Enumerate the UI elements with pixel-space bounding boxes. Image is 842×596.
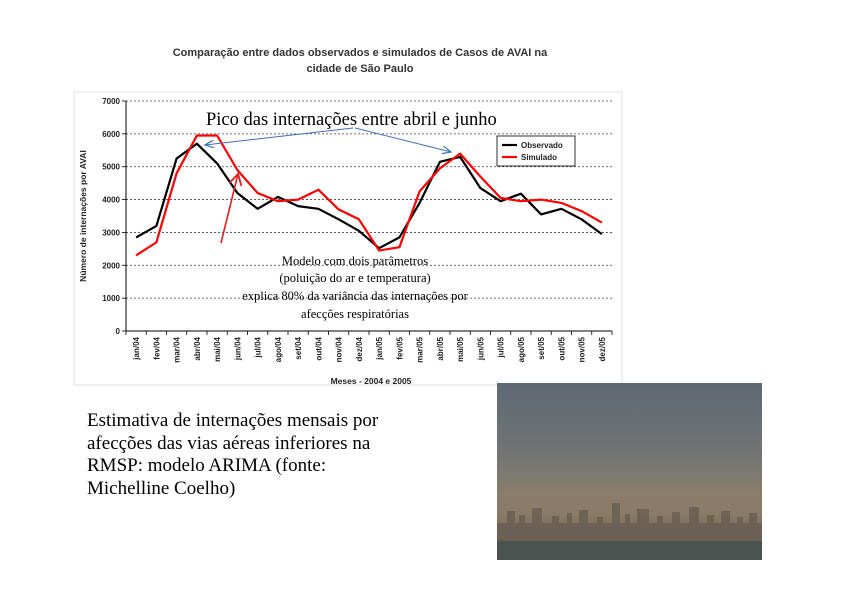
- x-tick-label: nov/04: [334, 337, 344, 363]
- x-tick-label: fev/04: [152, 337, 162, 360]
- x-tick-label: out/04: [314, 337, 324, 361]
- caption-line-2: afecções das vias aéreas inferiores na: [87, 432, 371, 454]
- chart-title-line-1: Comparação entre dados observados e simulados de Casos de AVAI na: [172, 47, 548, 59]
- skyline-silhouette: [497, 383, 762, 560]
- x-tick-label: ago/04: [273, 337, 283, 363]
- y-tick-label: 7000: [102, 97, 120, 106]
- peak-annotation: Pico das internações entre abril e junho: [206, 110, 497, 130]
- caption-line-4: Michelline Coelho): [87, 477, 236, 499]
- x-tick-label: abr/05: [435, 337, 445, 361]
- x-tick-label: nov/05: [577, 337, 587, 363]
- y-tick-label: 4000: [102, 195, 120, 205]
- legend-label: Observado: [521, 141, 563, 150]
- caption-line-3: RMSP: modelo ARIMA (fonte:: [87, 455, 327, 476]
- x-tick-label: abr/04: [192, 337, 202, 361]
- x-tick-label: ago/05: [516, 337, 526, 363]
- x-tick-label: mar/04: [172, 337, 182, 363]
- x-tick-label: mar/05: [415, 337, 425, 363]
- y-tick-label: 5000: [102, 162, 120, 172]
- x-tick-label: jun/04: [233, 337, 243, 361]
- x-tick-label: out/05: [557, 337, 567, 361]
- model-annotation-line: afecções respiratórias: [301, 307, 409, 321]
- x-tick-label: fev/05: [395, 337, 405, 360]
- x-tick-label: set/04: [294, 337, 304, 360]
- x-tick-label: jun/05: [476, 337, 486, 361]
- x-axis-label: Meses - 2004 e 2005: [330, 376, 412, 386]
- x-tick-label: jan/04: [132, 337, 142, 360]
- peak-arrow-right: [355, 128, 451, 152]
- x-tick-label: set/05: [537, 337, 547, 360]
- x-tick-label: jan/05: [375, 337, 385, 360]
- peak-arrow-left: [205, 128, 353, 145]
- y-tick-label: 6000: [102, 129, 120, 139]
- x-tick-label: jul/04: [253, 337, 263, 358]
- y-tick-label: 1000: [102, 294, 120, 304]
- model-annotation-line: (poluição do ar e temperatura): [279, 271, 431, 285]
- x-tick-label: mai/05: [456, 337, 466, 362]
- legend-label: Simulado: [521, 153, 558, 162]
- y-tick-label: 0: [115, 327, 120, 336]
- y-axis-label: Número de internações por AVAI: [78, 150, 88, 282]
- x-tick-label: mai/04: [213, 337, 223, 362]
- y-tick-label: 3000: [102, 228, 120, 238]
- caption-line-1: Estimativa de internações mensais por: [87, 410, 379, 431]
- y-tick-label: 2000: [102, 261, 120, 271]
- x-tick-label: dez/04: [354, 337, 364, 362]
- x-tick-label: dez/05: [597, 337, 607, 362]
- model-annotation-line: explica 80% da variância das internações por: [242, 289, 468, 303]
- model-annotation-line: Modelo com dois parâmetros: [281, 254, 429, 268]
- chart-title-line-2: cidade de São Paulo: [306, 63, 414, 75]
- x-tick-label: jul/05: [496, 337, 506, 358]
- caption: [87, 410, 487, 500]
- smog-city-photo: [497, 383, 762, 560]
